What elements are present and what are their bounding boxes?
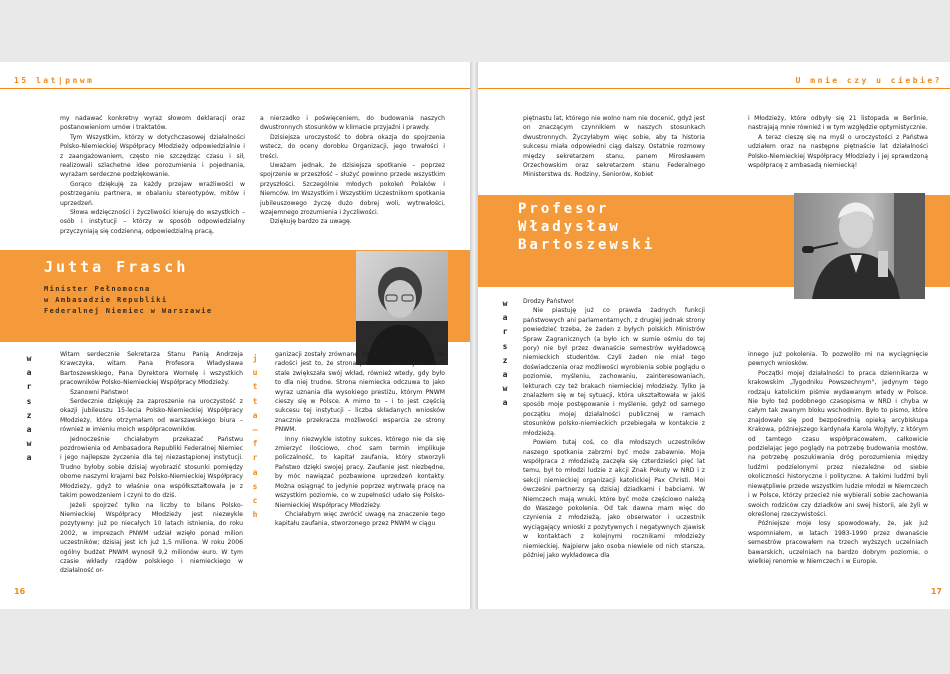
vertical-city-label-right: w a r s z a w a [502, 299, 508, 408]
speaker-band-frasch [0, 250, 470, 342]
left-page [0, 62, 470, 609]
paragraph: Późniejsze moje losy spowodowały, że, jak już wspomniałem, w latach 1983-1990 przez dwanaście semestrów pracowałem na trzech wyższych uczelniach bawarskich, uczelniach na bardzo dobrym poziomie, o wielkiej renomie w Niemczech i w Europie. [748, 520, 928, 565]
left-top-column-1 [60, 114, 245, 244]
page-number-right: 17 [930, 587, 942, 596]
running-header-left: 15 lat|pnwm [14, 76, 95, 85]
paragraph: Tym Wszystkim, którzy w dotychczasowej działalności Polsko-Niemieckiej Współpracy Młodzieży odpowiedzialnie i z zaangażowaniem, często nie szczędząc czasu i sił, realizowali szlachetne idee porozumienia i pojednania, wyrażam serdeczne podziękowanie. [60, 133, 245, 179]
paragraph: Powiem tutaj coś, co dla młodszych uczestników naszego spotkania zabrzmi być może zabawnie. Moja współpraca z młodzieżą zaczęła się czterdzieści pięć lat temu, był to młodzi ludzie z akcji Znak Pokuty w NRD i z sekcji niemieckiej organizacji katolickiej Pax Christi. Moi ówcześni partnerzy są dzisiaj dziadkami i babciami. W Niemczech mają wnuki, które być może częściowo należą do Waszego pokolenia. Od tak dawna mam więc do czynienia z młodzieżą, jako obserwator i uczestnik wyciągający wnioski z pozytywnych i negatywnych zjawisk w kontaktach z kolejnymi rocznikami młodzieży niemieckiej. Najpierw jako osoba niewiele od nich starsza, później jako wykładowca dla [523, 439, 705, 559]
speaker-band-bartoszewski [478, 195, 950, 287]
right-page [478, 62, 950, 609]
paragraph: Jeżeli spojrzeć tylko na liczby to bilans Polsko-Niemieckiej Współpracy Młodzieży jest niezwykle pozytywny: już po niecałych 10 latach istnienia, do roku 2002, w imprezach PNWM udział wzięło ponad milion uczestników; dzisiaj jest ich już 1,5 miliona. W roku 2006 ogólny budżet PNWM wynosił 9,2 milionów euro. W tym czasie wkłady rządów polskiego i niemieckiego w działalność or- [60, 501, 243, 575]
vertical-speaker-label: j u t t a – f r a s c h [252, 354, 258, 520]
paragraph: Inny niezwykle istotny sukces, którego nie da się zmierzyć ilościowo, choć sam termin implikuje policzalność, to kapitał zaufania, który stworzyli Państwo dzięki swojej pracy. Zaufanie jest niezbędne, by móc nawiązać pozbawione uprzedzeń kontakty. Można osiągnąć to jedynie poprzez wytrwałą pracę na wszystkim poziomie, co w zupełności udało się Polsko-Niemieckiej Współpracy Młodzieży. [275, 435, 445, 509]
paragraph: A teraz cieszę się na myśl o uroczystości z Państwa udziałem oraz na następne piętnaście lat działalności Polsko-Niemieckiej Współpracy Młodzieży i jej sprawdzoną współpracę z ambasadą niemiecką! [748, 133, 928, 170]
paragraph: Jednocześnie chciałabym przekazać Państwu pozdrowienia od Ambasadora Republiki Federalnej Niemiec i jego najlepsze życzenia dla tej niezastąpionej instytucji. Trudno byłoby sobie dzisiaj wyobrazić stosunki pomiędzy obome naszymi krajami bez Polsko-Niemieckiej Współpracy Młodzieży, gdyż to właśnie ona współkształtowała je z takim powodzeniem i czyni to do dziś. [60, 435, 243, 500]
paragraph: Serdecznie dziękuję za zaproszenie na uroczystość z okazji jubileuszu 15-lecia Polsko-Niemieckiej Współpracy Młodzieży, które otrzymałam od warszawskiego biura – również w imieniu moich współpracowników. [60, 398, 243, 434]
paragraph: Szanowni Państwo! [70, 388, 129, 396]
paragraph: Nie piastuję już co prawda żadnych funkcji państwowych ani parlamentarnych, z drugiej jednak strony powiedzieć trzeba, że żaden z byłych polskich Ministrów Spraw Zagranicznych (a było ich w sumie ośmiu do tej pory) nie był przez dwanaście semestrów wykładowcą niemieckich studentów. Czyli żaden nie miał tego doświadczenia oraz możliwości wyrobienia sobie poglądu o poziomie, myśleniu, zachowaniu, zainteresowaniach, lekturach czy też brakach niemieckiej młodzieży. Tylko ja znalazłem się w tej sytuacji, która ukształtowała w jakiś sposób moje postępowanie i myślenie, gdyż od samego początku mojej działalności publicznej w ramach stosunków polsko-niemieckich przebiegała w kontakcie z młodzieżą. [523, 307, 705, 437]
right-bottom-column-1 [523, 297, 705, 582]
speaker-photo-frasch [356, 251, 448, 365]
speaker-name: Jutta Frasch [44, 258, 189, 276]
paragraph: i Młodzieży, które odbyły się 21 listopada w Berlinie, nastrajają mnie również i w tym względzie optymistycznie. [748, 115, 928, 132]
paragraph: Dzisiejsza uroczystość to dobra okazja do spojrzenia wstecz, do oceny dorobku Organizacji, jego trwałości i treści. [260, 133, 445, 160]
paragraph: innego już pokolenia. To pozwoliło mi na wyciągnięcie pewnych wniosków. [748, 351, 928, 368]
right-bottom-column-2 [748, 350, 928, 582]
paragraph: my nadawać konkretny wyraz słowom deklaracji oraz postanowieniom umów i traktatów. [60, 115, 245, 132]
paragraph: Chciałabym więc zwrócić uwagę na znaczenie tego kapitału zaufania, stworzonego przez PNWM w ciągu [275, 510, 445, 528]
vertical-city-label: w a r s z a w a [26, 354, 32, 463]
speaker-role: Minister Pełnomocna w Ambasadzie Republiki Federalnej Niemiec w Warszawie [44, 285, 213, 315]
paragraph: Początki mojej działalności to praca dziennikarza w krakowskim „Tygodniku Powszechnym", jedynym tego rodzaju katolickim piśmie wydawanym wtedy w Polsce. Nie było też podobnego czasopisma w NRD i chyba w całym tak zwanym bloku wschodnim. Było to pismo, które znajdowało się pod bezpośrednią opieką arcybiskupa Krakowa, późniejszego kardynała Karola Wojtyły, z którym od tamtego czasu współpracowałem, całkowicie podzielając jego poglądy na potrzebę budowania mostów, na potrzebę poszukiwania dróg porozumienia między ludźmi podzielonymi przez niezależne od siebie okoliczności historyczne i polityczne. A takimi ludźmi byli niewątpliwie przede wszystkim ludzie młodzi w Niemczech i w Polsce, którzy przecież nie wybierali sobie zachowania swoich rodziców czy dziadków ani swej historii, ale żyli w określonej rzeczywistości. [748, 369, 928, 518]
paragraph: piętnastu lat, którego nie wolno nam nie docenić, gdyż jest on znaczącym czynnikiem w naszych stosunkach dwustronnych. Życzyłabym więc sobie, aby ta historia sukcesu miała odpowiedni ciąg dalszy. Ostatnie rozmowy między sekretarzem stanu, panem Mirosławem Orzechowskim oraz sekretarzem stanu Federalnego Ministerstwa ds. Rodziny, Seniorów, Kobiet [523, 115, 705, 179]
paragraph: Dziękuję bardzo za uwagę. [270, 218, 352, 226]
left-bottom-column-1 [60, 350, 243, 580]
paragraph: Gorąco dziękuję za każdy przejaw wrażliwości w postrzeganiu partnera, w obalaniu stereotypów, mitów i uprzedzeń. [60, 180, 245, 207]
paragraph: Słowa wdzięczności i życzliwości kieruję do wszystkich – osób i instytucji – którzy w sposób odpowiedzialny przyczyniają się codzienną, odpowiedzialną pracą, [60, 209, 245, 235]
running-header-right: U mnie czy u ciebie? [795, 76, 942, 85]
left-top-column-2 [260, 114, 445, 244]
speaker-photo-bartoszewski [794, 193, 925, 299]
header-rule-right [478, 88, 950, 89]
paragraph: a nierzadko i poświęceniem, do budowania naszych dwustronnych stosunków w klimacie przyjaźni i prawdy. [260, 115, 445, 132]
page-number-left: 16 [14, 587, 26, 596]
left-bottom-column-2 [275, 350, 445, 580]
header-rule [0, 88, 470, 89]
paragraph: Witam serdecznie Sekretarza Stanu Panią Andrzeja Krawczyka, witam Pana Profesora Władysława Bartoszewskiego, Pana Dyrektora Wornelę i wszystkich pracowników Polsko-Niemieckiej Współpracy Młodzieży. [60, 351, 243, 387]
paragraph: Drodzy Państwo! [523, 298, 575, 305]
paragraph: Uważam jednak, że dzisiejsza spotkanie – poprzez spojrzenie w przeszłość – służyć powinno przede wszystkim przyszłości. Szczególnie młodych pokoleń Polaków i Niemców. Im Wszystkim i Wszystkim Uczestnikom spotkania jubileuszowego życzę dużo dobrej woli, wytrwałości, wzajemnego zrozumienia i życzliwości. [260, 162, 445, 217]
paragraph: ganizacji zostały zrównane. Szczególnym powodem do radości jest to, że strona polska w minionych latach stale zwiększała swój wkład, również wtedy, gdy było to dla niej trudne. Strona niemiecka odczuwa to jako wyraz uznania dla wysokiego prestiżu, którym PNWM cieszy się w Polsce. A mimo to – i to jest częścią sukcesu tej instytucji – liczba składanych wniosków znacznie przekracza możliwości wsparcia ze strony PNWM. [275, 351, 445, 434]
speaker-name-bartoszewski: Profesor Władysław Bartoszewski [518, 201, 656, 253]
book-spine [470, 62, 478, 609]
